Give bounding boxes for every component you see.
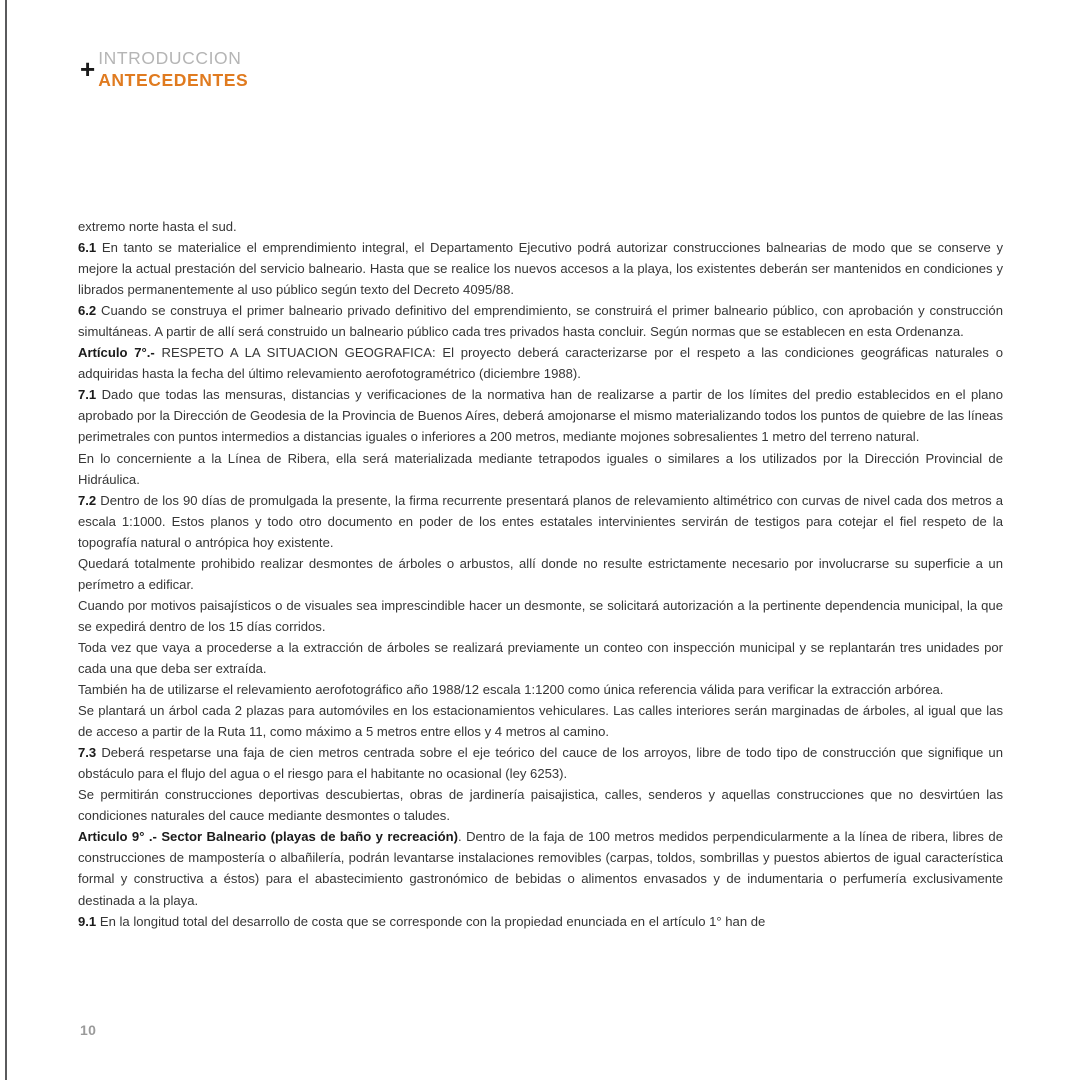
header-section-label: ANTECEDENTES — [98, 69, 249, 90]
body-paragraph — [78, 784, 1003, 826]
body-paragraph — [78, 448, 1003, 490]
paragraph-text: Cuando se construya el primer balneario privado definitivo del emprendimiento, se construirá el primer balneario público, con aprobación y construcción simultáneas. A partir de allí será construido un balneario público cada tres privados hasta concluir. Según normas que se establecen en esta Ordenanza. — [78, 303, 1003, 340]
page-number: 10 — [80, 1022, 97, 1038]
body-paragraph — [78, 216, 1003, 237]
paragraph-text: Deberá respetarse una faja de cien metros centrada sobre el eje teórico del cauce de los arroyos, libre de todo tipo de construcción que signifique un obstáculo para el flujo del agua o el riesgo para el habitante no ocasional (ley 6253). — [78, 745, 1003, 782]
body-paragraph — [78, 490, 1003, 553]
paragraph-lead: 9.1 — [78, 913, 97, 929]
paragraph-text: Dentro de los 90 días de promulgada la presente, la firma recurrente presentará planos de relevamiento altimétrico con curvas de nivel cada dos metros a escala 1:1000. Estos planos y todo otro documento en poder de los entes estatales intervinientes servirán de testigos para cotejar el fiel respeto de la topografía natural o antrópica hoy existente. — [78, 492, 1003, 550]
body-paragraph — [78, 553, 1003, 595]
header-intro-label: INTRODUCCION — [98, 48, 242, 68]
paragraph-text: Se permitirán construcciones deportivas descubiertas, obras de jardinería paisajistica, calles, senderos y aquellas construcciones que no desvirtúen las condiciones naturales del cauce mediante desmontes o taludes. — [78, 787, 1003, 824]
body-paragraph — [78, 342, 1003, 384]
body-paragraph — [78, 595, 1003, 637]
paragraph-lead: 6.2 — [78, 303, 97, 319]
body-paragraph — [78, 237, 1003, 300]
paragraph-text: Se plantará un árbol cada 2 plazas para automóviles en los estacionamientos vehiculares. Las calles interiores serán marginadas de árboles, al igual que las de acceso a partir de la Ruta 11, como máximo a 5 metros entre ellos y 4 metros al camino. — [78, 703, 1003, 740]
section-header — [80, 48, 248, 90]
body-paragraph — [78, 826, 1003, 910]
paragraph-text: También ha de utilizarse el relevamiento aerofotográfico año 1988/12 escala 1:1200 como única referencia válida para verificar la extracción arbórea. — [78, 682, 944, 698]
body-paragraph — [78, 637, 1003, 679]
paragraph-text: Toda vez que vaya a procederse a la extracción de árboles se realizará previamente un conteo con inspección municipal y se replantarán tres unidades por cada una que deba ser extraída. — [78, 639, 1003, 676]
body-paragraph — [78, 679, 1003, 700]
paragraph-lead: Articulo 9° .- Sector Balneario (playas de baño y recreación) — [78, 829, 458, 845]
body-paragraph — [78, 742, 1003, 784]
paragraph-text: . Dentro de la faja de 100 metros medidos perpendicularmente a la línea de ribera, libres de construcciones de mampostería o albañilería, podrán levantarse instalaciones removibles (carpas, toldos, sombrillas y puestos abiertos de igual característica formal y constructiva a éstos) para el abastecimiento gastronómico de bebidas o alimentos envasados y de indumentaria o perfumería exclusivamente destinada a la playa. — [78, 829, 1003, 908]
body-paragraph — [78, 384, 1003, 447]
paragraph-text: En la longitud total del desarrollo de costa que se corresponde con la propiedad enunciada en el artículo 1° han de — [96, 913, 766, 929]
body-text — [78, 216, 1003, 932]
paragraph-lead: 7.1 — [78, 387, 97, 403]
paragraph-lead: 7.2 — [78, 492, 97, 508]
body-paragraph — [78, 700, 1003, 742]
plus-icon: + — [80, 54, 95, 84]
body-paragraph — [78, 911, 1003, 932]
body-paragraph — [78, 300, 1003, 342]
paragraph-lead: Artículo 7°.- — [78, 345, 155, 361]
paragraph-text: Cuando por motivos paisajísticos o de visuales sea imprescindible hacer un desmonte, se solicitará autorización a la pertinente dependencia municipal, la que se expedirá dentro de los 15 días corridos. — [78, 597, 1003, 634]
paragraph-text: Dado que todas las mensuras, distancias y verificaciones de la normativa han de realizarse a partir de los límites del predio establecidos en el plano aprobado por la Dirección de Geodesia de la Provincia de Buenos Aíres, deberá amojonarse el mismo materializando todos los puntos de quiebre de las líneas perimetrales con puntos intermedios a distancias iguales o inferiores a 200 metros, mediante mojones sobresalientes 1 metro del terreno natural. — [78, 387, 1003, 445]
paragraph-text: En tanto se materialice el emprendimiento integral, el Departamento Ejecutivo podrá autorizar construcciones balnearias de modo que se conserve y mejore la actual prestación del servicio balneario. Hasta que se realice los nuevos accesos a la playa, los existentes deberán ser mantenidos en condiciones y librados permanentemente al uso público según texto del Decreto 4095/88. — [78, 240, 1003, 298]
section-header-labels — [98, 48, 248, 90]
paragraph-text: extremo norte hasta el sud. — [78, 219, 237, 234]
paragraph-text: En lo concerniente a la Línea de Ribera, ella será materializada mediante tetrapodos iguales o similares a los utilizados por la Dirección Provincial de Hidráulica. — [78, 450, 1003, 487]
paragraph-lead: 6.1 — [78, 240, 97, 256]
paragraph-lead: 7.3 — [78, 745, 97, 761]
paragraph-text: Quedará totalmente prohibido realizar desmontes de árboles o arbustos, allí donde no resulte estrictamente necesario por involucrarse su superficie a un perímetro a edificar. — [78, 555, 1003, 592]
page-left-rule — [5, 0, 7, 1080]
paragraph-text: RESPETO A LA SITUACION GEOGRAFICA: El proyecto deberá caracterizarse por el respeto a las condiciones geográficas naturales o adquiridas hasta la fecha del último relevamiento aerofotogramétrico (diciembre 1988). — [78, 345, 1003, 382]
